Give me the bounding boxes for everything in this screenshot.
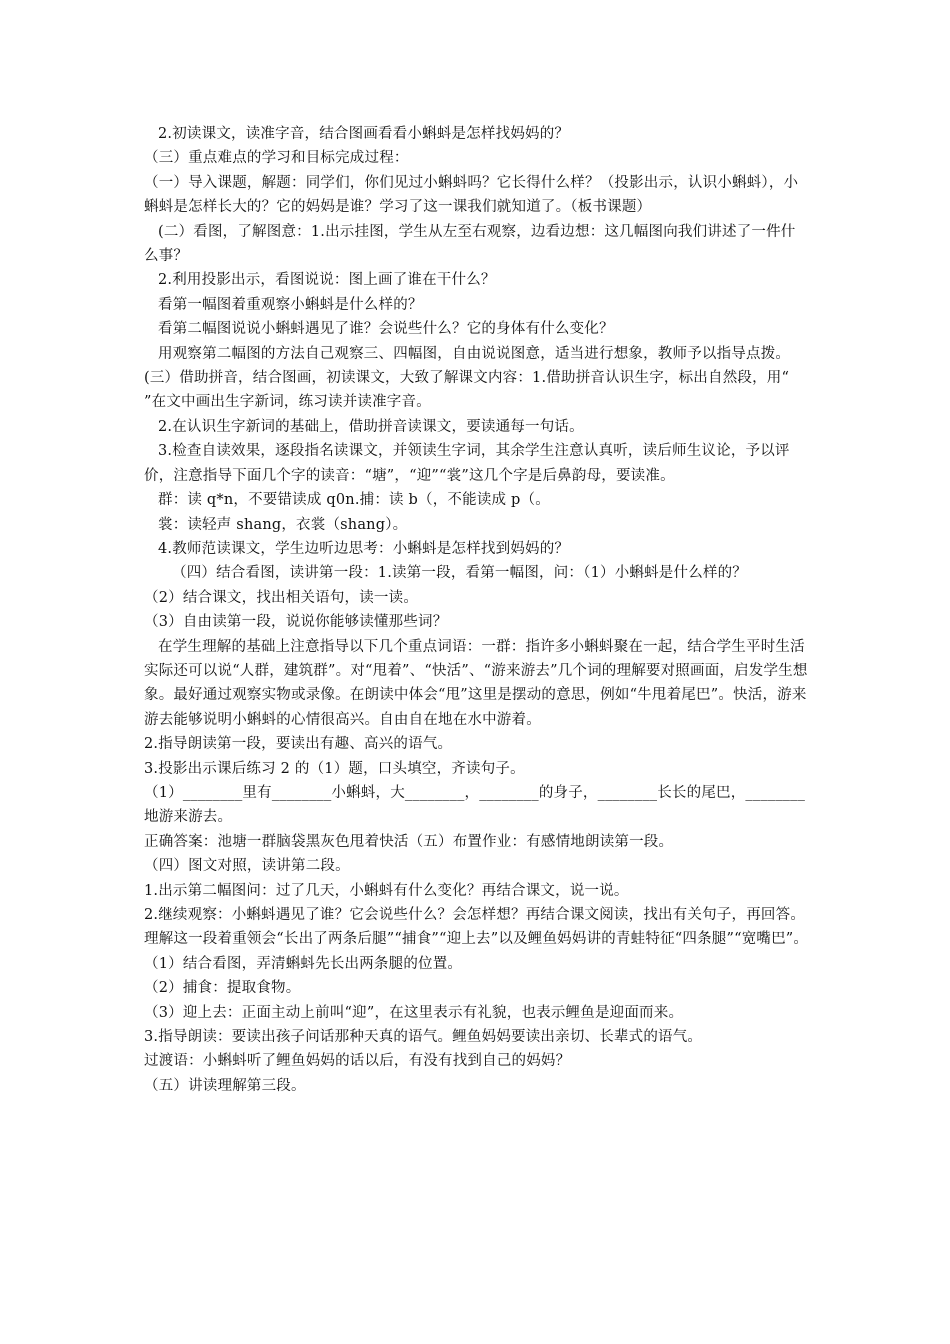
section-4-paragraph-2: （四）图文对照，读讲第二段。 — [144, 858, 350, 875]
paragraph-2-understanding: 理解这一段着重领会“长出了两条后腿”“捕食”“迎上去”以及鲤鱼妈妈讲的青蛙特征“四条腿”“宽嘴巴”。 — [144, 931, 809, 948]
step-2-read-text: 2.在认识生字新词的基础上，借助拼音读课文，要读通每一句话。 — [158, 418, 584, 435]
part-3-pinyin-reading: (三）借助拼音，结合图画，初读课文，大致了解课文内容：1.借助拼音认识生字，标出自然段，用“ ”在文中画出生字新词，练习读并读准字音。 — [144, 370, 790, 411]
sub-question-2: （2）结合课文，找出相关语句，读一读。 — [144, 589, 419, 606]
transition: 过渡语：小蝌蚪听了鲤鱼妈妈的话以后，有没有找到自己的妈妈？ — [144, 1053, 571, 1070]
picture-2-step-2: 2.继续观察：小蝌蚪遇见了谁？它会说些什么？会怎样想？再结合课文阅读，找出有关句子，再回答。 — [144, 907, 806, 923]
note-2: （2）捕食：提取食物。 — [144, 980, 301, 997]
part-1-intro: （一）导入课题，解题：同学们，你们见过小蝌蚪吗？它长得什么样？（投影出示，认识小蝌蚪），小蝌蚪是怎样长大的？它的妈妈是谁？学习了这一课我们就知道了。（板书课题） — [144, 174, 799, 216]
picture-1-question: 看第一幅图着重观察小蝌蚪是什么样的？ — [158, 296, 423, 313]
part-4-paragraph-1: （四）结合看图，读讲第一段：1.读第一段，看第一幅图，问：（1）小蝌蚪是什么样的？ — [172, 565, 748, 582]
section-5-heading: （五）讲读理解第三段。 — [144, 1077, 306, 1094]
section-3-heading: （三）重点难点的学习和目标完成过程： — [144, 150, 409, 167]
step-2-projection: 2.利用投影出示，看图说说：图上画了谁在干什么？ — [158, 272, 496, 289]
step-4-model-reading: 4.教师范读课文，学生边听边思考：小蝌蚪是怎样找到妈妈的？ — [158, 540, 570, 557]
step-2-first-reading: 2.初读课文，读准字音，结合图画看看小蝌蚪是怎样找妈妈的？ — [158, 126, 570, 142]
pictures-3-4-instruction: 用观察第二幅图的方法自己观察三、四幅图，自由说说图意，适当进行想象，教师予以指导点拨。 — [158, 345, 791, 362]
step-3-exercise: 3.投影出示课后练习 2 的（1）题，口头填空，齐读句子。 — [144, 760, 525, 777]
step-2-guided-reading: 2.指导朗读第一段，要读出有趣、高兴的语气。 — [144, 736, 453, 753]
note-1: （1）结合看图，弄清蝌蚪先长出两条腿的位置。 — [144, 955, 463, 972]
part-2-look-at-pictures: (二）看图，了解图意：1.出示挂图，学生从左至右观察，边看边想：这几幅图向我们讲述了一件什么事？ — [144, 223, 796, 265]
correct-answer: 正确答案：池塘一群脑袋黑灰色甩着快活（五）布置作业：有感情地朗读第一段。 — [144, 833, 674, 850]
pronunciation-note-qun: 群：读 q*n，不要错读成 q0n.捕：读 b（，不能读成 p（。 — [158, 492, 550, 509]
document-body — [144, 122, 810, 1098]
note-3: （3）迎上去：正面主动上前叫“迎”，在这里表示有礼貌，也表示鲤鱼是迎面而来。 — [144, 1004, 684, 1021]
key-words-explanation: 在学生理解的基础上注意指导以下几个重点词语：一群：指许多小蝌蚪聚在一起，结合学生平时生活实际还可以说“人群，建筑群”。对“甩着”、“快活”、“游来游去”几个词的理解要对照画面，启发学生想象。最好通过观察实物或录像。在朗读中体会“甩”这里是摆动的意思，例如“牛甩着尾巴”。快活，游来游去能够说明小蝌蚪的心情很高兴。自由自在地在水中游着。 — [144, 638, 808, 728]
fill-in-blanks: （1）________里有________小蝌蚪，大________，________的身子，________长长的尾巴，________地游来游去。 — [144, 784, 806, 826]
step-3-reading-guide: 3.指导朗读：要读出孩子问话那种天真的语气。鲤鱼妈妈要读出亲切、长辈式的语气。 — [144, 1029, 703, 1046]
picture-2-step-1: 1.出示第二幅图问：过了几天，小蝌蚪有什么变化？再结合课文，说一说。 — [144, 882, 629, 899]
step-3-check-reading: 3.检查自读效果，逐段指名读课文，并领读生字词，其余学生注意认真听，读后师生议论，予以评价，注意指导下面几个字的读音：“塘”，“迎”“裳”这几个字是后鼻韵母，要读准。 — [144, 443, 790, 484]
picture-2-question: 看第二幅图说说小蝌蚪遇见了谁？会说些什么？它的身体有什么变化？ — [158, 321, 614, 338]
pronunciation-note-shang: 裳：读轻声 shang，衣裳（shang）。 — [158, 516, 408, 533]
sub-question-3: （3）自由读第一段，说说你能够读懂那些词？ — [144, 614, 448, 631]
